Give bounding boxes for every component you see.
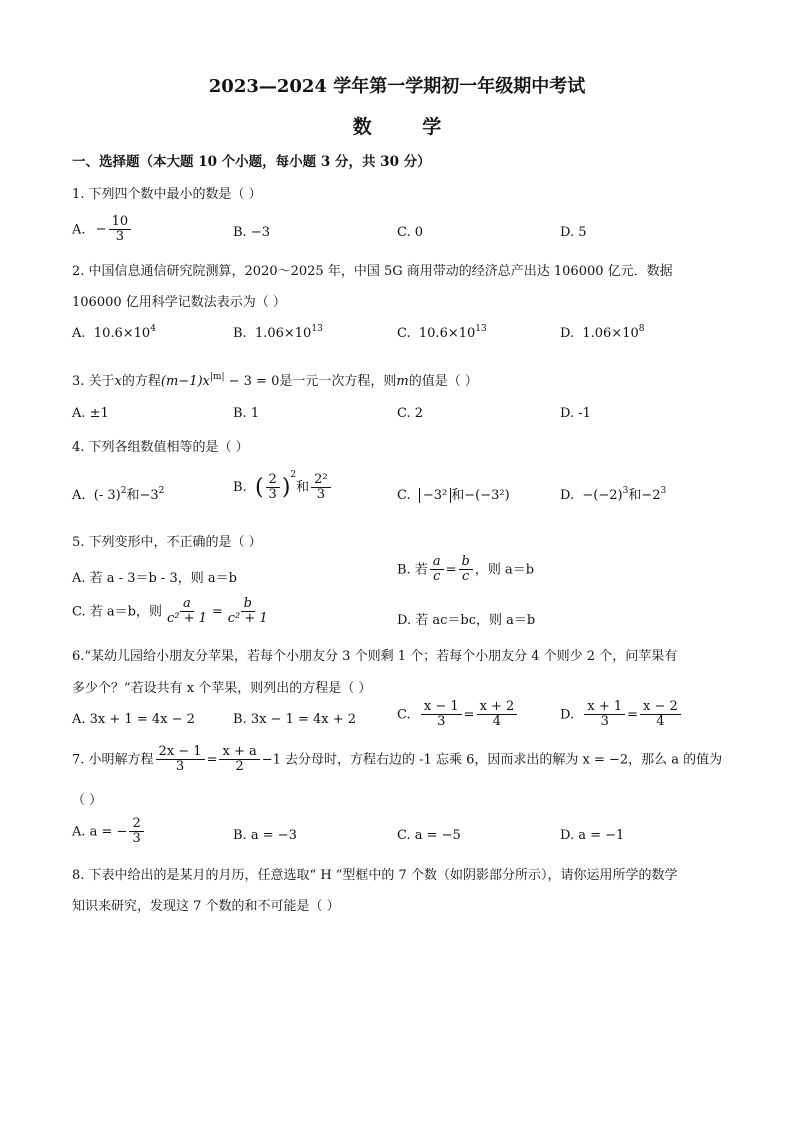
exam-subject: 数 学 bbox=[352, 116, 464, 138]
question-5-stem: 5. 下列变形中，不正确的是（ ） bbox=[72, 535, 262, 550]
question-2-option-a: A. $10.6\times 10^4$ bbox=[72, 324, 156, 341]
question-6-stem-line1: 6.“某幼儿园给小朋友分苹果，若每个小朋友分 3 个则剩 1 个；若每个小朋友分 4 个则少 2 个，问苹果有 bbox=[72, 649, 678, 664]
question-7-option-c: C. a = −5 bbox=[397, 828, 461, 843]
question-7-stem: 7. 小明解方程 $\frac{2x - 1}{3}$ = $\frac{x + a}{2}$ −1 去分母时，方程右边的 -1 忘乘 6，因而求出的解为 x = −2，那么 a 的值为 bbox=[72, 744, 723, 775]
question-5-option-d: D. 若 ac＝bc，则 a＝b bbox=[397, 613, 536, 628]
question-6-option-b: B. 3x − 1 = 4x + 2 bbox=[233, 712, 357, 727]
question-1-option-a: A. − $\frac{10}{3}$ bbox=[72, 215, 133, 245]
question-7-option-d: D. a = −1 bbox=[560, 828, 625, 843]
question-3-option-c: C. 2 bbox=[397, 406, 424, 421]
question-3-option-b: B. 1 bbox=[233, 406, 260, 421]
question-5-option-c: C. 若 a＝b，则 $\frac{a}{\text{c² + 1}}$ = $\frac{b}{\text{c² + 1}}$ bbox=[72, 596, 268, 627]
question-7-option-a: A. a = − $\frac{2}{3}$ bbox=[72, 817, 146, 847]
question-5-option-b: B. 若 $\frac{a}{c}$ = $\frac{b}{c}$ ，则 a＝b bbox=[397, 554, 535, 585]
question-3-option-d: D. -1 bbox=[560, 406, 591, 421]
question-2-option-c: C. $10.6\times 10^{13}$ bbox=[397, 324, 487, 341]
question-2-option-d: D. $1.06\times 10^8$ bbox=[560, 324, 645, 341]
question-6-option-d: D. $\frac{x + 1}{3}$ = $\frac{x - 2}{4}$ bbox=[560, 700, 683, 730]
question-4-option-b: B. ( $\frac{2}{3}$ )$^2$和 $\frac{\text{2²}}{3}$ bbox=[233, 470, 333, 502]
question-3-option-a: A. ±1 bbox=[72, 406, 109, 421]
question-1-option-d: D. 5 bbox=[560, 225, 587, 240]
question-4-option-a: A. (- 3)$^2$和$-3^2$ bbox=[72, 486, 165, 503]
question-4-option-d: D. $-(-2)^3$和$-2^3$ bbox=[560, 486, 667, 503]
question-8-stem-line1: 8. 下表中给出的是某月的月历，任意选取“ H ”型框中的 7 个数（如阴影部分所示），请你运用所学的数学 bbox=[72, 868, 678, 883]
question-6-stem-line2: 多少个？”若设共有 x 个苹果，则列出的方程是（ ） bbox=[72, 681, 372, 696]
question-6-option-a: A. 3x + 1 = 4x − 2 bbox=[72, 712, 195, 727]
exam-title: 2023—2024 学年第一学期初一年级期中考试 bbox=[208, 76, 586, 97]
question-5-option-a: A. 若 a - 3＝b - 3，则 a＝b bbox=[72, 571, 237, 586]
question-2-stem-line1: 2. 中国信息通信研究院测算，2020～2025 年，中国 5G 商用带动的经济总产出达 106000 亿元．数据 bbox=[72, 264, 673, 279]
question-7-stem-line2: （ ） bbox=[72, 793, 103, 808]
question-4-stem: 4. 下列各组数值相等的是（ ） bbox=[72, 440, 249, 455]
question-1-option-b: B. −3 bbox=[233, 225, 270, 240]
question-2-stem-line2: 106000 亿用科学记数法表示为（ ） bbox=[72, 295, 286, 310]
question-7-option-b: B. a = −3 bbox=[233, 828, 297, 843]
question-1-option-c: C. 0 bbox=[397, 225, 424, 240]
section-heading: 一、选择题（本大题 10 个小题，每小题 3 分，共 30 分） bbox=[72, 154, 431, 170]
question-8-stem-line2: 知识来研究，发现这 7 个数的和不可能是（ ） bbox=[72, 899, 340, 914]
question-4-option-c: C. −3² 和−(−3²) bbox=[397, 488, 510, 503]
question-3-stem: 3. 关于x的方程$(m-1)x^{|m|} - 3 = 0$是一元一次方程，则m的值是（ ） bbox=[72, 372, 478, 389]
question-2-option-b: B. $1.06\times 10^{13}$ bbox=[233, 324, 323, 341]
question-6-option-c: C. $\frac{x - 1}{3}$ = $\frac{x + 2}{4}$ bbox=[397, 700, 519, 730]
question-1-stem: 1. 下列四个数中最小的数是（ ） bbox=[72, 187, 262, 202]
